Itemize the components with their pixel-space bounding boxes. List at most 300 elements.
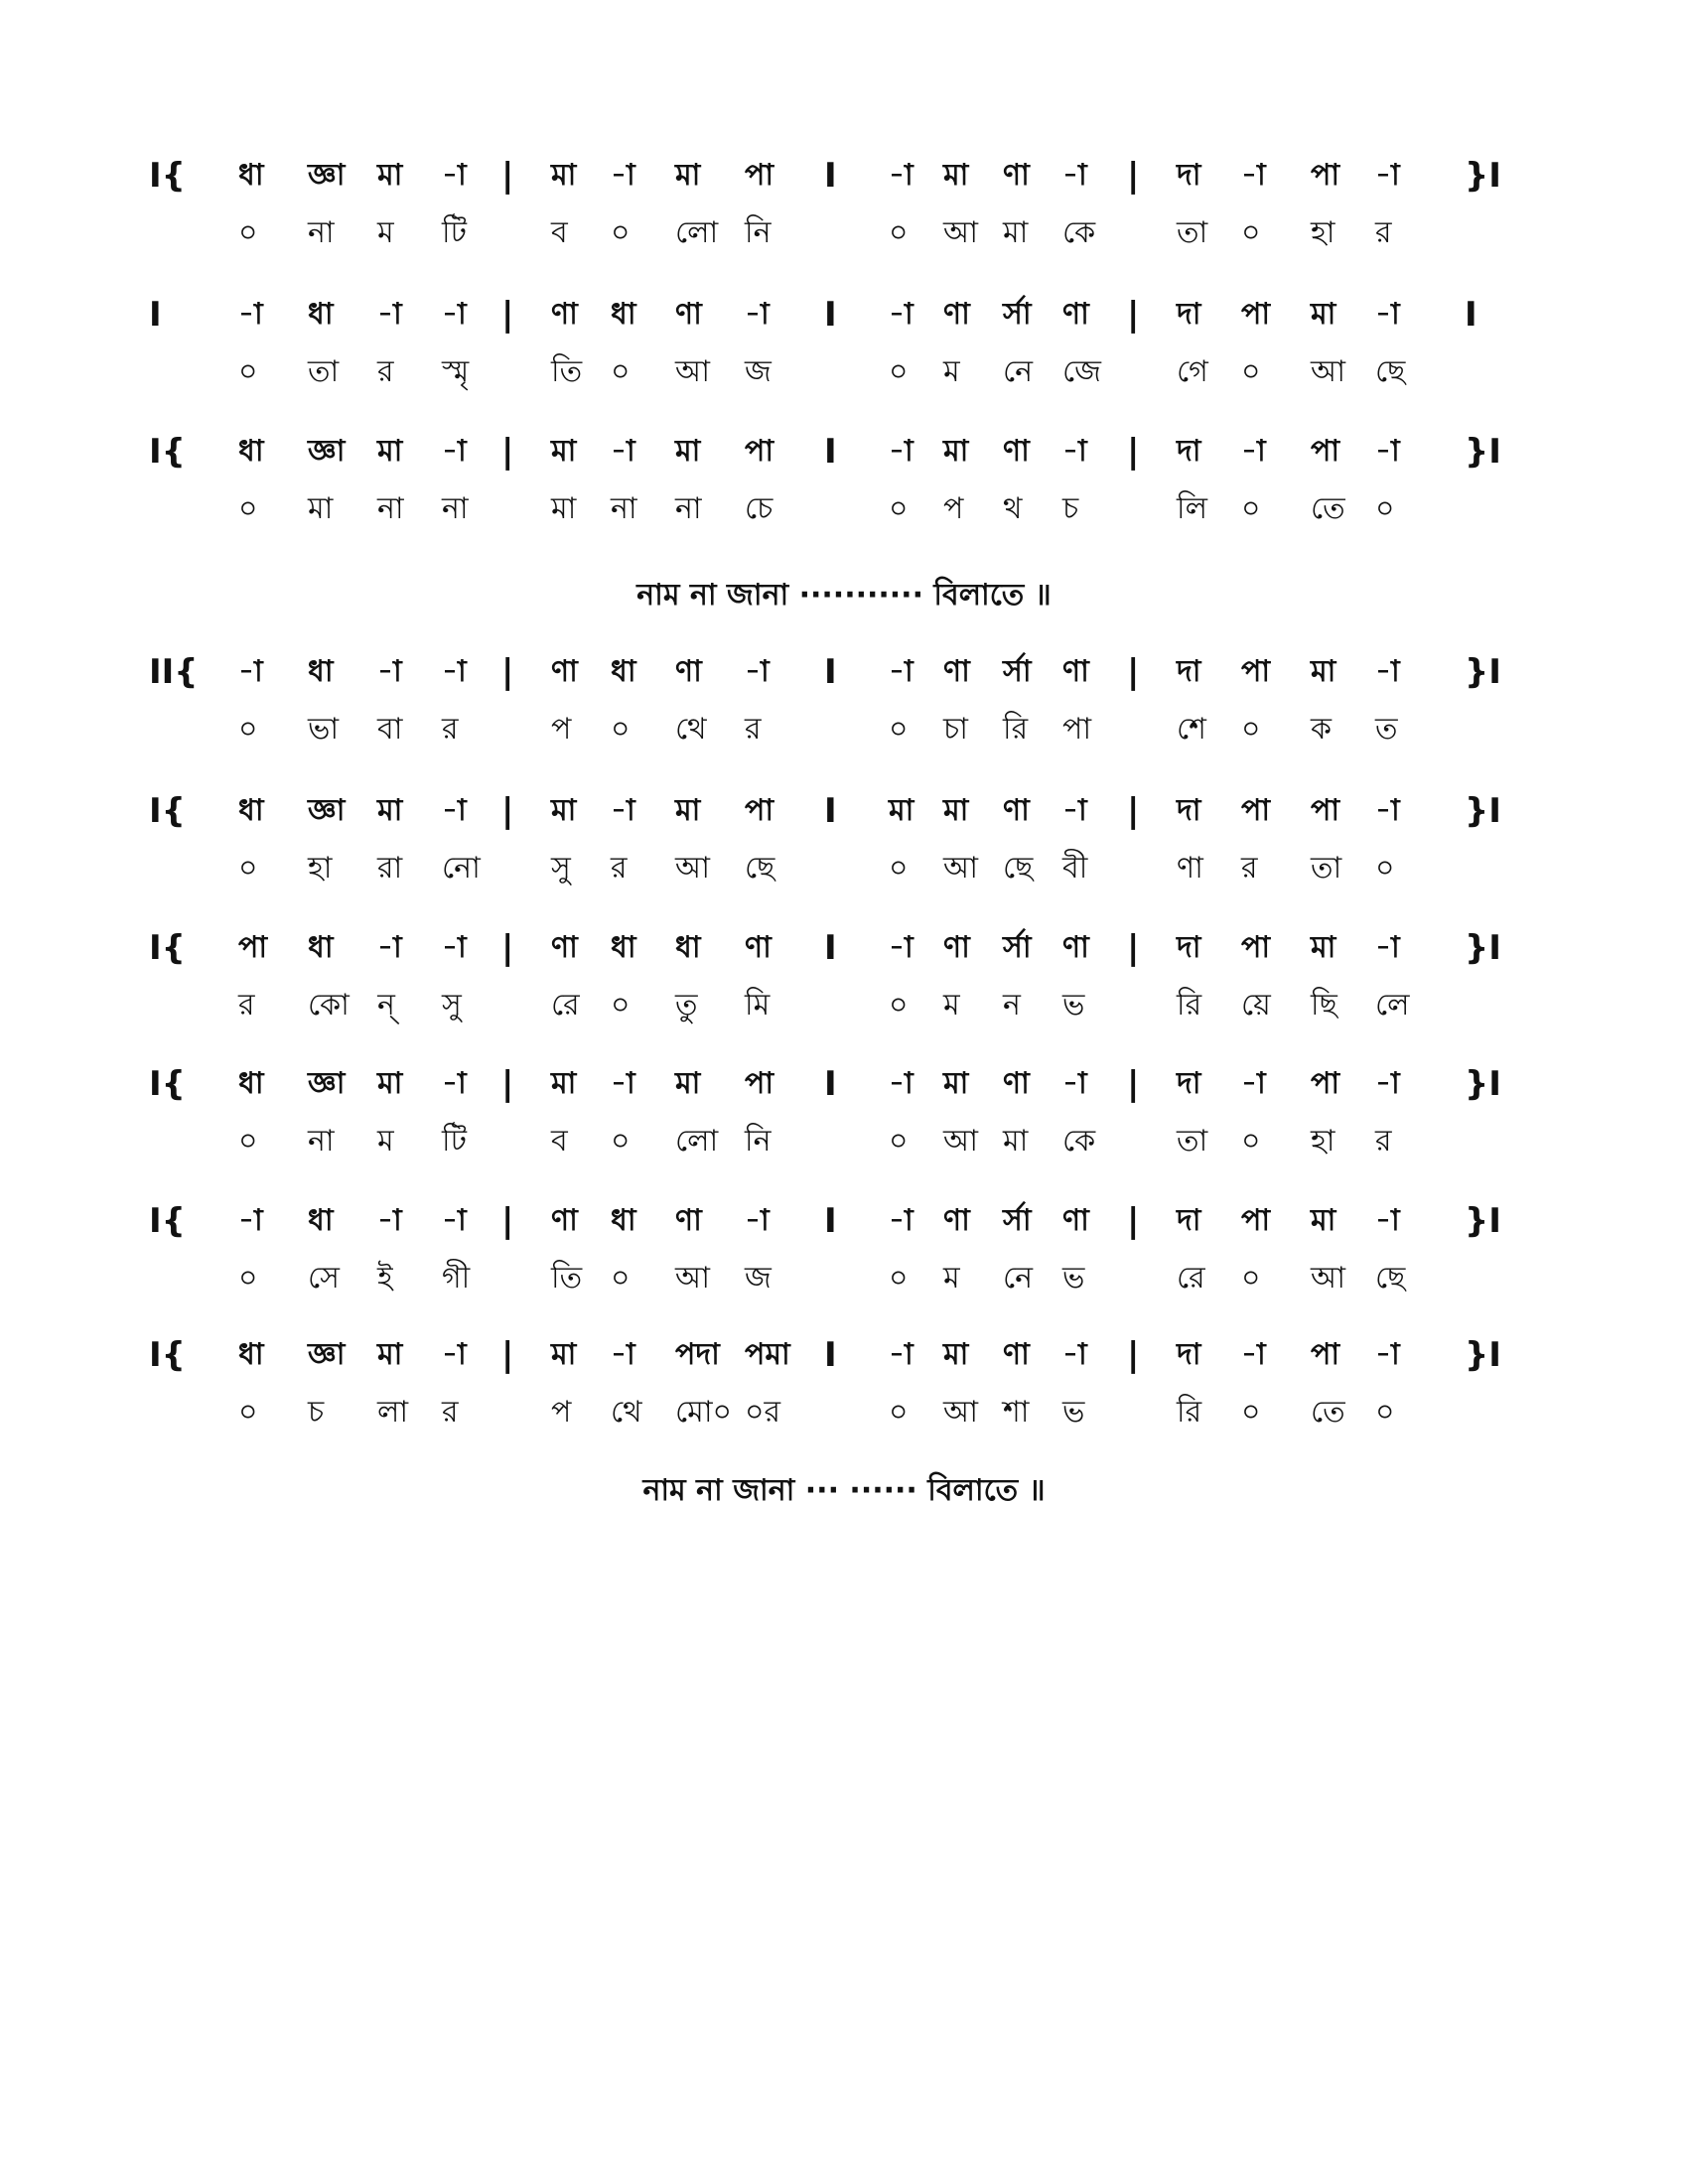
lyric-syllable: টি	[442, 215, 467, 250]
swaralipi-row	[149, 427, 1519, 477]
swara-note: ণা	[551, 1203, 578, 1238]
lyric-syllable: ভ	[1062, 1261, 1085, 1296]
bar-line: II{	[149, 652, 199, 692]
bar-line: I	[824, 1335, 837, 1375]
lyric-syllable: তা	[1177, 215, 1208, 250]
swara-note: -া	[1375, 1203, 1400, 1238]
lyric-row	[149, 1117, 1519, 1166]
swara-note: পা	[1241, 297, 1271, 332]
lyric-syllable: ০	[1241, 1261, 1261, 1296]
lyric-syllable: ০	[238, 712, 258, 747]
lyric-syllable: পা	[1062, 712, 1092, 747]
swara-note: -া	[889, 1066, 914, 1101]
swara-note: -া	[745, 654, 770, 689]
lyric-syllable: ০	[889, 1261, 909, 1296]
swara-note: মা	[551, 158, 577, 193]
swara-note: পা	[1241, 930, 1271, 965]
swara-note: পদা	[675, 1337, 720, 1372]
lyric-syllable: র	[745, 712, 762, 747]
swara-note: ধা	[611, 297, 636, 332]
bar-line: }I	[1465, 791, 1501, 831]
swara-note: মা	[377, 793, 403, 828]
lyric-syllable: র	[611, 851, 628, 886]
lyric-syllable: আ	[943, 1124, 978, 1159]
lyric-syllable: নো	[442, 851, 481, 886]
lyric-syllable: ০	[611, 1124, 631, 1159]
lyric-syllable: র	[442, 712, 459, 747]
bar-line: I	[1465, 295, 1477, 335]
lyric-syllable: র	[238, 988, 255, 1023]
swaralipi-row	[149, 1330, 1519, 1380]
swaralipi-row	[149, 1059, 1519, 1109]
swara-note: পা	[1241, 793, 1271, 828]
bar-line: |	[501, 1064, 514, 1104]
lyric-syllable: তু	[675, 988, 698, 1023]
lyric-syllable: ০	[1241, 1124, 1261, 1159]
swara-note: -া	[1241, 434, 1266, 469]
lyric-syllable: ০	[238, 1124, 258, 1159]
lyric-syllable: জে	[1062, 354, 1102, 389]
lyric-syllable: ০	[1241, 491, 1261, 526]
swara-note: ধা	[238, 1066, 264, 1101]
lyric-syllable: থ	[1003, 491, 1023, 526]
swara-note: ণা	[1062, 930, 1089, 965]
swara-note: র্সা	[1003, 1203, 1032, 1238]
swara-note: মা	[1311, 654, 1336, 689]
lyric-syllable: ম	[943, 1261, 960, 1296]
swara-note: -া	[442, 297, 467, 332]
swara-note: জ্ঞা	[308, 793, 346, 828]
lyric-syllable: না	[377, 491, 404, 526]
swaralipi-row	[149, 647, 1519, 697]
lyric-syllable: আ	[943, 1395, 978, 1430]
lyric-syllable: গে	[1177, 354, 1208, 389]
lyric-syllable: ০	[889, 354, 909, 389]
swara-note: দা	[1177, 297, 1201, 332]
swara-note: দা	[1177, 158, 1201, 193]
swara-note: ণা	[1003, 1066, 1030, 1101]
lyric-syllable: হা	[308, 851, 333, 886]
lyric-syllable: ০	[611, 215, 631, 250]
bar-line: |	[501, 295, 514, 335]
swara-note: মা	[675, 1066, 701, 1101]
swara-note: মা	[943, 793, 969, 828]
bar-line: I	[824, 1064, 837, 1104]
swaralipi-row	[149, 923, 1519, 973]
swara-note: ণা	[943, 654, 970, 689]
swara-note: মা	[1311, 930, 1336, 965]
lyric-syllable: ব	[551, 1124, 568, 1159]
bar-line: }I	[1465, 652, 1501, 692]
lyric-syllable: স্মৃ	[442, 354, 470, 389]
swara-note: -া	[1062, 158, 1087, 193]
lyric-syllable: ০	[1241, 1395, 1261, 1430]
swara-note: মা	[551, 1066, 577, 1101]
lyric-syllable: চ	[1062, 491, 1079, 526]
bar-line: }I	[1465, 1064, 1501, 1104]
swara-note: -া	[1062, 793, 1087, 828]
lyric-syllable: কো	[308, 988, 350, 1023]
swara-note: মা	[1311, 1203, 1336, 1238]
lyric-syllable: ম	[377, 215, 394, 250]
swara-note: পমা	[745, 1337, 790, 1372]
lyric-syllable: চা	[943, 712, 968, 747]
lyric-syllable: ০	[611, 712, 631, 747]
swara-note: -া	[1375, 793, 1400, 828]
swara-note: ধা	[238, 434, 264, 469]
swara-note: -া	[1375, 1337, 1400, 1372]
lyric-syllable: ণা	[1177, 851, 1203, 886]
swara-note: -া	[889, 297, 914, 332]
swara-note: -া	[745, 297, 770, 332]
bar-line: |	[1127, 791, 1140, 831]
lyric-syllable: তা	[1311, 851, 1342, 886]
swara-note: -া	[1241, 1337, 1266, 1372]
lyric-syllable: মা	[308, 491, 334, 526]
bar-line: |	[501, 432, 514, 472]
swaralipi-row	[149, 1196, 1519, 1246]
bar-line: I{	[149, 156, 186, 196]
bar-line: I	[824, 432, 837, 472]
swara-note: -া	[889, 1337, 914, 1372]
lyric-row	[149, 1388, 1519, 1437]
bar-line: I	[149, 295, 162, 335]
bar-line: |	[501, 791, 514, 831]
swara-note: দা	[1177, 1066, 1201, 1101]
lyric-syllable: ০	[1241, 712, 1261, 747]
swara-note: ণা	[675, 297, 702, 332]
swara-note: দা	[1177, 930, 1201, 965]
swara-note: মা	[943, 158, 969, 193]
bar-line: I{	[149, 432, 186, 472]
swara-note: দা	[1177, 1203, 1201, 1238]
lyric-row	[149, 347, 1519, 397]
lyric-syllable: ০র	[745, 1395, 781, 1430]
lyric-syllable: মো০	[675, 1395, 733, 1430]
lyric-syllable: মা	[1003, 1124, 1029, 1159]
bar-line: I	[824, 156, 837, 196]
lyric-syllable: সু	[551, 851, 571, 886]
notation-section	[149, 151, 1519, 260]
lyric-syllable: ০	[1241, 215, 1261, 250]
swara-note: -া	[377, 1203, 402, 1238]
swara-note: -া	[889, 434, 914, 469]
swara-note: ণা	[1003, 434, 1030, 469]
swara-note: পা	[1311, 1337, 1340, 1372]
swara-note: র্সা	[1003, 654, 1032, 689]
swara-note: পা	[1311, 1066, 1340, 1101]
notation-section	[149, 647, 1519, 756]
swara-note: মা	[889, 793, 914, 828]
lyric-syllable: তি	[551, 354, 583, 389]
swara-note: মা	[551, 1337, 577, 1372]
swara-note: মা	[377, 1066, 403, 1101]
bar-line: I	[824, 928, 837, 968]
swara-note: -া	[1241, 158, 1266, 193]
swara-note: পা	[745, 434, 774, 469]
swara-note: -া	[442, 654, 467, 689]
refrain-line: নাম না জানা ··· ······ বিলাতে ॥	[642, 1473, 1046, 1508]
swara-note: ধা	[611, 654, 636, 689]
lyric-syllable: ০	[1375, 851, 1395, 886]
swara-note: জ্ঞা	[308, 434, 346, 469]
swara-note: জ্ঞা	[308, 1066, 346, 1101]
swara-note: -া	[377, 297, 402, 332]
lyric-syllable: তি	[551, 1261, 583, 1296]
lyric-syllable: মি	[745, 988, 771, 1023]
swara-note: ণা	[1062, 1203, 1089, 1238]
lyric-syllable: আ	[1311, 1261, 1345, 1296]
lyric-syllable: র	[1375, 1124, 1392, 1159]
lyric-syllable: রে	[1177, 1261, 1205, 1296]
lyric-syllable: লো	[675, 1124, 719, 1159]
lyric-row	[149, 844, 1519, 893]
swara-note: মা	[551, 793, 577, 828]
swara-note: -া	[745, 1203, 770, 1238]
swara-note: মা	[377, 434, 403, 469]
swara-note: -া	[611, 158, 635, 193]
lyric-syllable: ০	[238, 215, 258, 250]
bar-line: |	[1127, 1335, 1140, 1375]
lyric-syllable: গী	[442, 1261, 471, 1296]
swara-note: -া	[1375, 434, 1400, 469]
lyric-syllable: প	[943, 491, 964, 526]
lyric-syllable: না	[308, 215, 335, 250]
lyric-syllable: নি	[745, 215, 772, 250]
lyric-syllable: ছে	[1375, 1261, 1406, 1296]
lyric-syllable: য়ে	[1241, 988, 1271, 1023]
swara-note: ণা	[1062, 654, 1089, 689]
notation-section	[149, 1196, 1519, 1305]
lyric-syllable: ০	[1375, 491, 1395, 526]
lyric-syllable: না	[675, 491, 702, 526]
lyric-syllable: ত	[1375, 712, 1398, 747]
swara-note: মা	[943, 1066, 969, 1101]
lyric-row	[149, 484, 1519, 534]
swaralipi-row	[149, 290, 1519, 340]
swara-note: -া	[1375, 297, 1400, 332]
lyric-syllable: ০	[889, 988, 909, 1023]
swara-note: ণা	[1003, 793, 1030, 828]
bar-line: I	[824, 295, 837, 335]
lyric-syllable: তা	[1177, 1124, 1208, 1159]
lyric-syllable: নে	[1003, 354, 1034, 389]
swara-note: -া	[1241, 1066, 1266, 1101]
lyric-syllable: সে	[308, 1261, 340, 1296]
lyric-syllable: না	[611, 491, 637, 526]
lyric-syllable: ভা	[308, 712, 340, 747]
lyric-syllable: কে	[1062, 1124, 1096, 1159]
swara-note: -া	[1062, 1337, 1087, 1372]
swara-note: দা	[1177, 434, 1201, 469]
swara-note: -া	[1375, 1066, 1400, 1101]
bar-line: |	[1127, 928, 1140, 968]
lyric-syllable: থে	[611, 1395, 642, 1430]
swara-note: ণা	[943, 930, 970, 965]
notation-section	[149, 1059, 1519, 1168]
lyric-syllable: ছে	[745, 851, 775, 886]
lyric-syllable: মা	[551, 491, 577, 526]
lyric-syllable: ০	[611, 988, 631, 1023]
swara-note: -া	[1062, 1066, 1087, 1101]
swara-note: -া	[611, 793, 635, 828]
swara-note: ধা	[238, 793, 264, 828]
lyric-syllable: মা	[1003, 215, 1029, 250]
lyric-syllable: ০	[238, 851, 258, 886]
bar-line: }I	[1465, 432, 1501, 472]
swara-note: পা	[745, 1066, 774, 1101]
lyric-syllable: ম	[943, 988, 960, 1023]
lyric-syllable: ভ	[1062, 988, 1085, 1023]
lyric-syllable: বী	[1062, 851, 1088, 886]
swara-note: ণা	[675, 1203, 702, 1238]
lyric-syllable: চে	[745, 491, 774, 526]
swara-note: -া	[611, 1066, 635, 1101]
lyric-syllable: টি	[442, 1124, 467, 1159]
lyric-syllable: ০	[611, 1261, 631, 1296]
lyric-syllable: রি	[1177, 1395, 1202, 1430]
lyric-syllable: র	[442, 1395, 459, 1430]
swara-note: মা	[377, 1337, 403, 1372]
swara-note: ধা	[308, 1203, 334, 1238]
swara-note: -া	[1062, 434, 1087, 469]
swara-note: -া	[238, 1203, 263, 1238]
lyric-syllable: ০	[238, 354, 258, 389]
swara-note: -া	[442, 930, 467, 965]
lyric-syllable: ০	[1375, 1395, 1395, 1430]
bar-line: |	[501, 1335, 514, 1375]
notation-section	[149, 1330, 1519, 1439]
lyric-syllable: ০	[889, 851, 909, 886]
lyric-syllable: ভ	[1062, 1395, 1085, 1430]
bar-line: }I	[1465, 928, 1501, 968]
lyric-syllable: আ	[943, 215, 978, 250]
refrain-line: নাম না জানা ··········· বিলাতে ॥	[636, 578, 1052, 613]
swara-note: ধা	[675, 930, 701, 965]
bar-line: I	[824, 791, 837, 831]
lyric-syllable: প	[551, 1395, 572, 1430]
bar-line: |	[1127, 652, 1140, 692]
lyric-syllable: ন্	[377, 988, 395, 1023]
lyric-syllable: ব	[551, 215, 568, 250]
swara-note: -া	[889, 654, 914, 689]
lyric-syllable: আ	[1311, 354, 1345, 389]
bar-line: I	[824, 1201, 837, 1241]
bar-line: |	[501, 928, 514, 968]
swara-note: দা	[1177, 1337, 1201, 1372]
lyric-syllable: জ	[745, 1261, 772, 1296]
swara-note: ণা	[551, 654, 578, 689]
bar-line: |	[501, 156, 514, 196]
lyric-syllable: থে	[675, 712, 707, 747]
swara-note: -া	[611, 1337, 635, 1372]
lyric-syllable: নে	[1003, 1261, 1034, 1296]
swara-note: পা	[1311, 158, 1340, 193]
swara-note: ণা	[1003, 158, 1030, 193]
bar-line: I{	[149, 791, 186, 831]
lyric-syllable: শে	[1177, 712, 1206, 747]
lyric-syllable: আ	[675, 1261, 710, 1296]
swara-note: পা	[1311, 793, 1340, 828]
swara-note: ণা	[551, 297, 578, 332]
lyric-syllable: না	[308, 1124, 335, 1159]
notation-section	[149, 786, 1519, 895]
bar-line: }I	[1465, 1201, 1501, 1241]
lyric-syllable: ০	[238, 1395, 258, 1430]
notation-section	[149, 923, 1519, 1032]
bar-line: |	[501, 1201, 514, 1241]
lyric-row	[149, 705, 1519, 754]
swara-note: -া	[889, 1203, 914, 1238]
swara-note: ধা	[611, 1203, 636, 1238]
bar-line: }I	[1465, 1335, 1501, 1375]
lyric-syllable: আ	[675, 354, 710, 389]
lyric-syllable: নি	[745, 1124, 772, 1159]
swara-note: -া	[889, 158, 914, 193]
bar-line: }I	[1465, 156, 1501, 196]
bar-line: I	[824, 652, 837, 692]
swara-note: -া	[889, 930, 914, 965]
lyric-syllable: রে	[551, 988, 580, 1023]
swara-note: পা	[745, 158, 774, 193]
swara-note: জ্ঞা	[308, 158, 346, 193]
swara-note: ধা	[308, 654, 334, 689]
lyric-syllable: হা	[1311, 1124, 1336, 1159]
swara-note: মা	[1311, 297, 1336, 332]
swara-note: মা	[675, 793, 701, 828]
swara-note: ণা	[551, 930, 578, 965]
swaralipi-row	[149, 151, 1519, 201]
swara-note: র্সা	[1003, 297, 1032, 332]
lyric-syllable: বা	[377, 712, 403, 747]
lyric-syllable: সু	[442, 988, 462, 1023]
lyric-syllable: ক	[1311, 712, 1332, 747]
swara-note: ণা	[675, 654, 702, 689]
lyric-syllable: হা	[1311, 215, 1336, 250]
swara-note: -া	[238, 297, 263, 332]
swara-note: ধা	[308, 297, 334, 332]
swara-note: ধা	[238, 1337, 264, 1372]
lyric-syllable: ছে	[1375, 354, 1406, 389]
lyric-syllable: ই	[377, 1261, 393, 1296]
swara-note: ধা	[308, 930, 334, 965]
swara-note: -া	[442, 1203, 467, 1238]
lyric-syllable: আ	[943, 851, 978, 886]
swara-note: -া	[1375, 654, 1400, 689]
swara-note: দা	[1177, 793, 1201, 828]
lyric-row	[149, 1254, 1519, 1303]
lyric-syllable: ০	[889, 215, 909, 250]
bar-line: |	[1127, 295, 1140, 335]
swara-note: -া	[442, 1337, 467, 1372]
swara-note: -া	[377, 654, 402, 689]
lyric-syllable: রি	[1177, 988, 1202, 1023]
swara-note: -া	[442, 434, 467, 469]
lyric-syllable: চ	[308, 1395, 325, 1430]
lyric-syllable: ম	[943, 354, 960, 389]
swara-note: ণা	[1003, 1337, 1030, 1372]
lyric-syllable: ০	[238, 491, 258, 526]
lyric-syllable: ন	[1003, 988, 1021, 1023]
swara-note: জ্ঞা	[308, 1337, 346, 1372]
notation-section	[149, 427, 1519, 536]
bar-line: |	[1127, 432, 1140, 472]
swara-note: -া	[611, 434, 635, 469]
bar-line: |	[1127, 1064, 1140, 1104]
swara-note: ণা	[745, 930, 772, 965]
lyric-syllable: শা	[1003, 1395, 1030, 1430]
lyric-syllable: ০	[889, 1395, 909, 1430]
